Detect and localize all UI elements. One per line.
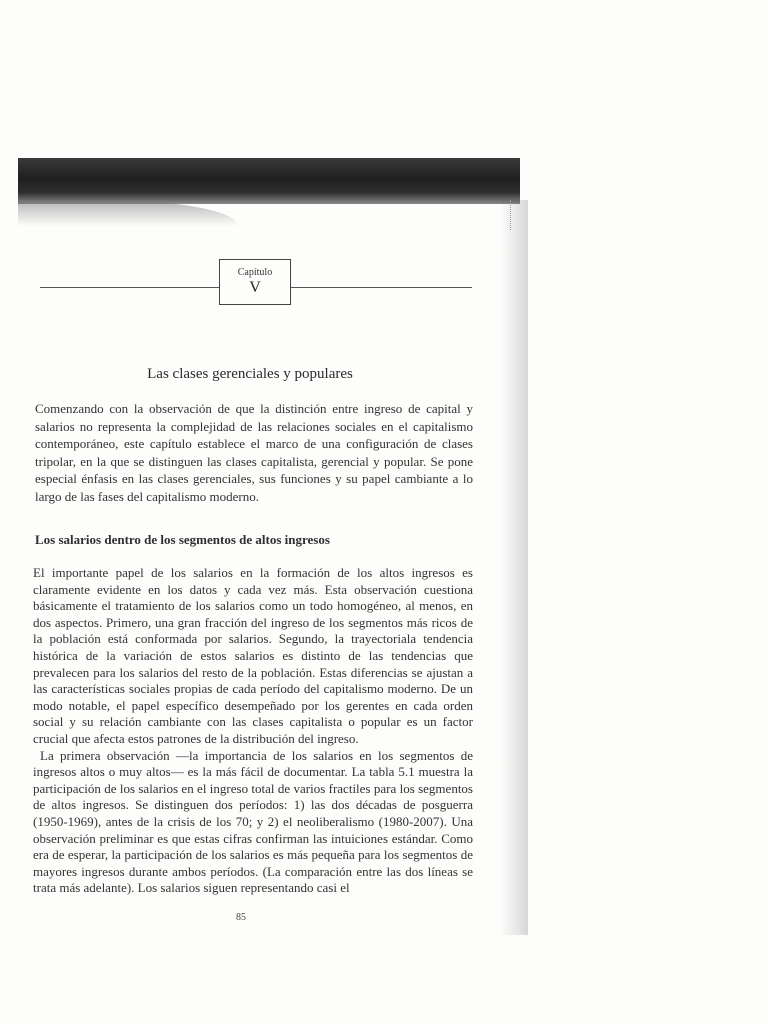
scan-artifact (510, 200, 521, 230)
chapter-header-band (18, 158, 520, 204)
chapter-rule-right (290, 287, 472, 288)
chapter-abstract: Comenzando con la observación de que la distinción entre ingreso de capital y salarios no representa la complejidad de las relaciones sociales en el capitalismo contemporáneo, este capítulo establece el marco de una configuración de clases tripolar, en la que se distinguen las clases capitalista, gerencial y popular. Se pone especial énfasis en las clases gerenciales, sus funciones y su papel cambiante a lo largo de las fases del capitalismo moderno. (35, 401, 473, 504)
chapter-title: Las clases gerenciales y populares (147, 366, 353, 382)
section-heading: Los salarios dentro de los segmentos de altos ingresos (35, 532, 330, 547)
section-body (33, 565, 473, 897)
page-number: 85 (236, 912, 246, 923)
page-edge-shadow (500, 200, 528, 935)
chapter-rule-left (40, 287, 220, 288)
chapter-label: Capítulo (237, 267, 273, 278)
chapter-box (219, 259, 291, 305)
body-paragraph-1: El importante papel de los salarios en la formación de los altos ingresos es claramente evidente en los datos y cada vez más. Esta observación cuestiona básicamente el tratamiento de los salarios como un todo homogéneo, al menos, en dos aspectos. Primero, una gran fracción del ingreso de los segmentos más ricos de la población está conformada por salarios. Segundo, la trayectoriala tendencia histórica de la variación de estos salarios es distinto de las tendencias que prevalecen para los salarios del resto de la población. Estas diferencias se ajustan a las características sociales propias de cada período del capitalismo moderno. De un modo notable, el papel específico desempeñado por los gerentes en cada orden social y su relación cambiante con las clases capitalista o popular es un factor crucial que afecta estos patrones de la distribución del ingreso. (33, 565, 473, 746)
chapter-number: V (249, 279, 261, 296)
body-paragraph-2: La primera observación —la importancia de los salarios en los segmentos de ingresos altos o muy altos— es la más fácil de documentar. La tabla 5.1 muestra la participación de los salarios en el ingreso total de varios fractiles para los segmentos de altos ingresos. Se distinguen dos períodos: 1) las dos décadas de posguerra (1950-1969), antes de la crisis de los 70; y 2) el neoliberalismo (1980-2007). Una observación preliminar es que estas cifras confirman las intuiciones estándar. Como era de esperar, la participación de los salarios es más pequeña para los segmentos de mayores ingresos durante ambos períodos. (La comparación entre las dos líneas se trata más adelante). Los salarios siguen representando casi el (33, 747, 473, 896)
